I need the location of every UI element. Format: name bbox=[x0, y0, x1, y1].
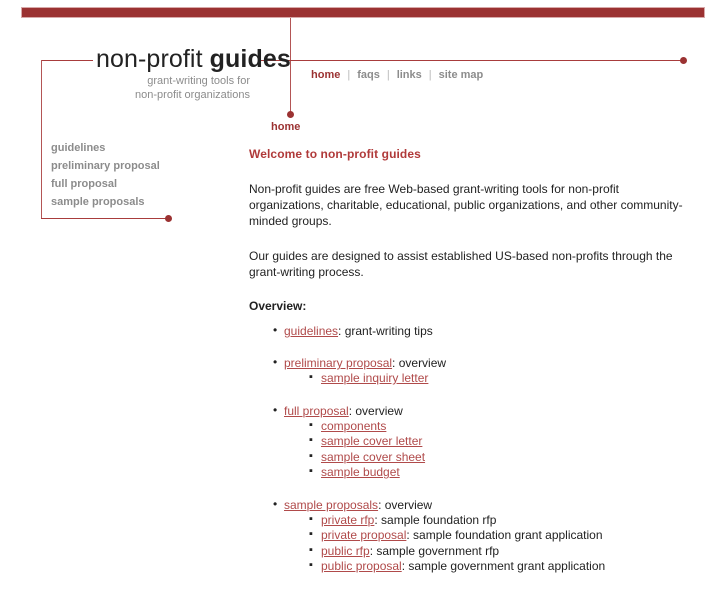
site-tagline bbox=[60, 74, 250, 102]
overview-subitem bbox=[321, 528, 685, 544]
overview-subdescription: : sample government rfp bbox=[369, 543, 500, 558]
topnav-item-home[interactable]: home bbox=[311, 69, 341, 81]
sidebar-item-sample-proposals[interactable]: sample proposals bbox=[51, 196, 145, 208]
topnav-item-site-map[interactable]: site map bbox=[438, 69, 484, 81]
overview-sublist bbox=[284, 371, 685, 387]
topnav-item-links[interactable]: links bbox=[396, 69, 422, 81]
overview-subitem bbox=[321, 434, 685, 450]
overview-link-sample-proposals[interactable]: sample proposals bbox=[284, 497, 379, 512]
overview-sublink-public-proposal[interactable]: public proposal bbox=[321, 559, 402, 573]
top-accent-bar bbox=[21, 7, 705, 18]
overview-subitem bbox=[321, 450, 685, 466]
overview-link-guidelines[interactable]: guidelines bbox=[284, 324, 339, 338]
breadcrumb-dot bbox=[287, 111, 294, 118]
sidebar-end-dot bbox=[165, 215, 172, 222]
overview-row bbox=[284, 355, 685, 371]
overview-group bbox=[284, 323, 685, 339]
sidebar-item-preliminary-proposal[interactable]: preliminary proposal bbox=[51, 160, 160, 172]
overview-heading: Overview: bbox=[249, 299, 307, 313]
overview-link-full-proposal[interactable]: full proposal bbox=[284, 403, 349, 418]
overview-sublink-sample-cover-sheet[interactable]: sample cover sheet bbox=[321, 449, 426, 464]
breadcrumb-current: home bbox=[271, 121, 301, 133]
overview-subitem bbox=[321, 559, 685, 575]
masthead-end-dot bbox=[680, 57, 687, 64]
top-navigation bbox=[311, 69, 483, 81]
logo-word-light: non-profit bbox=[96, 45, 203, 73]
overview-subdescription: : sample foundation rfp bbox=[374, 512, 497, 527]
overview-link-preliminary-proposal[interactable]: preliminary proposal bbox=[284, 356, 393, 370]
overview-list bbox=[249, 323, 685, 575]
site-logo[interactable] bbox=[96, 44, 291, 74]
overview-row bbox=[284, 497, 685, 513]
overview-sublink-sample-inquiry-letter[interactable]: sample inquiry letter bbox=[321, 371, 429, 385]
overview-sublink-sample-cover-letter[interactable]: sample cover letter bbox=[321, 434, 423, 448]
overview-subitem bbox=[321, 465, 685, 481]
overview-description: : overview bbox=[378, 497, 433, 512]
masthead-rule-right bbox=[258, 60, 683, 61]
overview-subitem bbox=[321, 371, 685, 387]
overview-subitem bbox=[321, 513, 685, 529]
topnav-separator: | bbox=[386, 69, 390, 81]
sidebar-item-full-proposal[interactable]: full proposal bbox=[51, 178, 117, 190]
masthead-rule-left bbox=[41, 60, 93, 61]
overview-description: : overview bbox=[348, 403, 403, 418]
logo-word-bold: guides bbox=[209, 45, 291, 73]
overview-description: : overview bbox=[392, 356, 447, 370]
intro-paragraph-1: Non-profit guides are free Web-based grant-writing tools for non-profit organizations, charitable, educational, public organizations, and other community-minded groups. bbox=[249, 182, 683, 228]
overview-row bbox=[284, 403, 685, 419]
overview-group bbox=[284, 403, 685, 481]
sidebar-bottom-rule bbox=[41, 218, 168, 219]
sidebar-item-guidelines[interactable]: guidelines bbox=[51, 142, 106, 154]
overview-subdescription: : sample government grant application bbox=[401, 559, 606, 573]
intro-paragraph-2: Our guides are designed to assist established US-based non-profits through the grant-writing process. bbox=[249, 249, 673, 279]
overview-sublink-components[interactable]: components bbox=[321, 418, 387, 433]
sidebar-vertical-rule bbox=[41, 60, 42, 218]
overview-sublist bbox=[284, 513, 685, 575]
topnav-separator: | bbox=[428, 69, 432, 81]
tagline-line-2: non-profit organizations bbox=[135, 89, 250, 101]
overview-sublink-sample-budget[interactable]: sample budget bbox=[321, 465, 400, 479]
overview-sublink-private-rfp[interactable]: private rfp bbox=[321, 512, 375, 527]
tagline-line-1: grant-writing tools for bbox=[147, 75, 250, 87]
overview-subitem bbox=[321, 419, 685, 435]
overview-group bbox=[284, 497, 685, 575]
overview-sublink-private-proposal[interactable]: private proposal bbox=[321, 528, 407, 542]
overview-group bbox=[284, 355, 685, 387]
overview-subdescription: : sample foundation grant application bbox=[406, 528, 603, 542]
main-content bbox=[249, 147, 685, 591]
breadcrumb bbox=[271, 121, 300, 133]
sidebar-navigation bbox=[51, 139, 226, 211]
topnav-item-faqs[interactable]: faqs bbox=[357, 69, 380, 81]
overview-row bbox=[284, 323, 685, 339]
topnav-separator: | bbox=[347, 69, 351, 81]
overview-description: : grant-writing tips bbox=[338, 324, 433, 338]
page-title: Welcome to non-profit guides bbox=[249, 147, 421, 161]
overview-sublist bbox=[284, 419, 685, 481]
overview-sublink-public-rfp[interactable]: public rfp bbox=[321, 543, 370, 558]
overview-subitem bbox=[321, 544, 685, 560]
